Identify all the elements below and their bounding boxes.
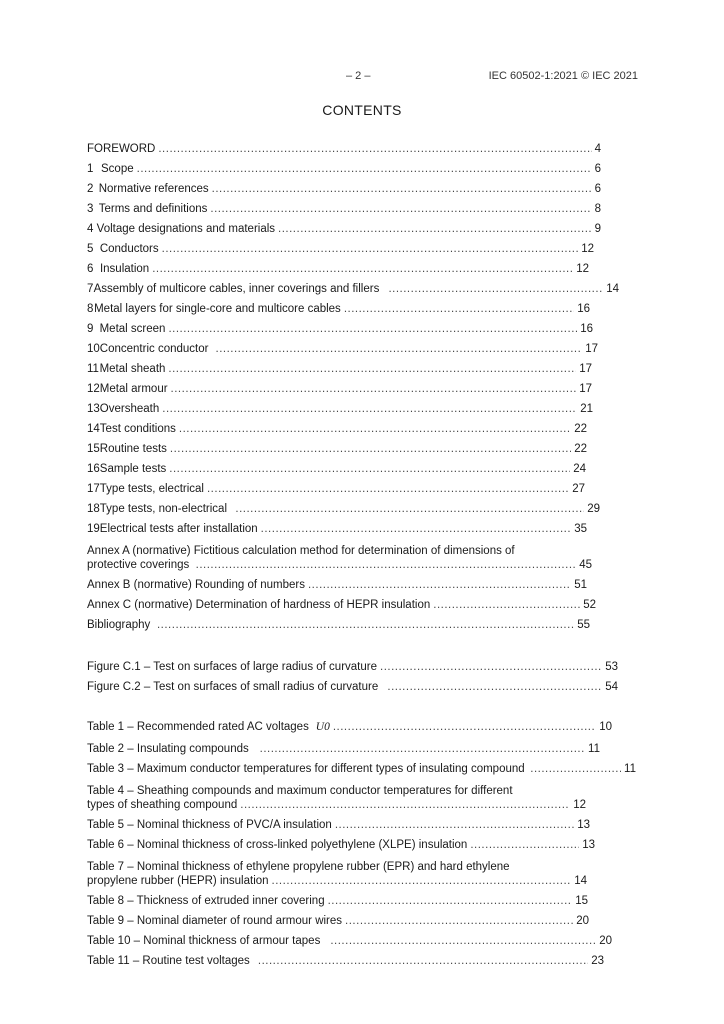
toc-entry-14[interactable]: 14 Test conditions ..... 22 (87, 421, 587, 437)
dot-leader (387, 679, 602, 695)
page-title: CONTENTS (322, 102, 402, 118)
toc-figure-c2[interactable]: Figure C.2 – Test on surfaces of small radius of curvature ..... 54 (87, 679, 618, 695)
toc-entry-11[interactable]: 11 Metal sheath ..... 17 (87, 361, 592, 377)
dot-leader (162, 241, 579, 257)
dot-leader (344, 301, 574, 317)
toc-table-5[interactable]: Table 5 – Nominal thickness of PVC/A insulation ..... 13 (87, 817, 590, 833)
toc-entry-9[interactable]: 9 Metal screen ..... 16 (87, 321, 593, 337)
toc-annex-b[interactable]: Annex B (normative) Rounding of numbers ..... 51 (87, 577, 587, 593)
dot-leader (157, 617, 574, 633)
toc-entry-15[interactable]: 15 Routine tests ..... 22 (87, 441, 587, 457)
toc-annex-a-line1: Annex A (normative) Fictitious calculation method for determination of dimensions of (87, 545, 515, 557)
dot-leader (433, 597, 580, 613)
dot-leader (196, 557, 577, 573)
page-number: – 2 – (346, 70, 371, 82)
toc-entry-17[interactable]: 17 Type tests, electrical ..... 27 (87, 481, 585, 497)
dot-leader (330, 933, 596, 949)
toc-table-7-line1: Table 7 – Nominal thickness of ethylene propylene rubber (EPR) and hard ethylene (87, 861, 510, 873)
dot-leader (261, 521, 572, 537)
toc-entry-5[interactable]: 5 Conductors ..... 12 (87, 241, 594, 257)
dot-leader (335, 817, 574, 833)
dot-leader (168, 321, 577, 337)
toc-table-1[interactable]: Table 1 – Recommended rated AC voltages U0 ..... 10 (87, 719, 612, 735)
toc-entry-7[interactable]: 7 Assembly of multicore cables, inner coverings and fillers ..... 14 (87, 281, 619, 297)
dot-leader (388, 281, 603, 297)
toc-figure-c1[interactable]: Figure C.1 – Test on surfaces of large radius of curvature ..... 53 (87, 659, 618, 675)
dot-leader (235, 501, 584, 517)
dot-leader (240, 797, 570, 813)
toc-entry-2[interactable]: 2 Normative references ..... 6 (87, 181, 601, 197)
toc-entry-19[interactable]: 19 Electrical tests after installation ..... 35 (87, 521, 587, 537)
dot-leader (308, 577, 571, 593)
toc-entry-1[interactable]: 1 Scope ..... 6 (87, 161, 601, 177)
toc-entry-13[interactable]: 13 Oversheath ..... 21 (87, 401, 593, 417)
toc-entry-12[interactable]: 12 Metal armour ..... 17 (87, 381, 592, 397)
dot-leader (260, 741, 585, 757)
document-reference: IEC 60502-1:2021 © IEC 2021 (488, 70, 638, 82)
dot-leader (170, 441, 571, 457)
dot-leader (210, 201, 591, 217)
toc-annex-a[interactable]: protective coverings ..... 45 (87, 557, 592, 573)
toc-table-4[interactable]: types of sheathing compound ..... 12 (87, 797, 586, 813)
dot-leader (162, 401, 577, 417)
toc-table-11[interactable]: Table 11 – Routine test voltages ..... 23 (87, 953, 604, 969)
toc-entry-8[interactable]: 8 Metal layers for single-core and multicore cables ..... 16 (87, 301, 590, 317)
dot-leader (171, 381, 577, 397)
toc-table-3[interactable]: Table 3 – Maximum conductor temperatures for different types of insulating compound ..... 11 (87, 761, 636, 777)
page-header (0, 70, 724, 84)
dot-leader (207, 481, 569, 497)
toc-entry-6[interactable]: 6 Insulation ..... 12 (87, 261, 589, 277)
dot-leader (179, 421, 571, 437)
dot-leader (530, 761, 621, 777)
dot-leader (333, 719, 596, 735)
dot-leader (470, 837, 579, 853)
dot-leader (137, 161, 592, 177)
toc-table-10[interactable]: Table 10 – Nominal thickness of armour tapes ..... 20 (87, 933, 612, 949)
dot-leader (328, 893, 573, 909)
toc-table-2[interactable]: Table 2 – Insulating compounds ..... 11 (87, 741, 600, 757)
dot-leader (272, 873, 572, 889)
dot-leader (152, 261, 573, 277)
toc-table-6[interactable]: Table 6 – Nominal thickness of cross-linked polyethylene (XLPE) insulation ..... 13 (87, 837, 595, 853)
toc-bibliography[interactable]: Bibliography ..... 55 (87, 617, 590, 633)
toc-entry-4[interactable]: 4 Voltage designations and materials ..... 9 (87, 221, 601, 237)
toc-entry-18[interactable]: 18 Type tests, non-electrical ..... 29 (87, 501, 600, 517)
toc-entry-10[interactable]: 10 Concentric conductor ..... 17 (87, 341, 598, 357)
dot-leader (380, 659, 602, 675)
rated-voltage-symbol: U0 (315, 721, 330, 733)
dot-leader (345, 913, 573, 929)
toc-table-4-line1: Table 4 – Sheathing compounds and maximum conductor temperatures for different (87, 785, 513, 797)
dot-leader (169, 461, 570, 477)
dot-leader (212, 181, 592, 197)
toc-table-8[interactable]: Table 8 – Thickness of extruded inner covering ..... 15 (87, 893, 588, 909)
toc-table-9[interactable]: Table 9 – Nominal diameter of round armour wires ..... 20 (87, 913, 589, 929)
dot-leader (258, 953, 588, 969)
toc-annex-c[interactable]: Annex C (normative) Determination of hardness of HEPR insulation ..... 52 (87, 597, 596, 613)
toc-table-7[interactable]: propylene rubber (HEPR) insulation ..... 14 (87, 873, 587, 889)
dot-leader (158, 141, 591, 157)
dot-leader (278, 221, 592, 237)
dot-leader (216, 341, 583, 357)
dot-leader (168, 361, 576, 377)
toc-entry-3[interactable]: 3 Terms and definitions ..... 8 (87, 201, 601, 217)
toc-entry-16[interactable]: 16 Sample tests ..... 24 (87, 461, 586, 477)
toc-entry-foreword[interactable]: FOREWORD ..... 4 (87, 141, 601, 157)
